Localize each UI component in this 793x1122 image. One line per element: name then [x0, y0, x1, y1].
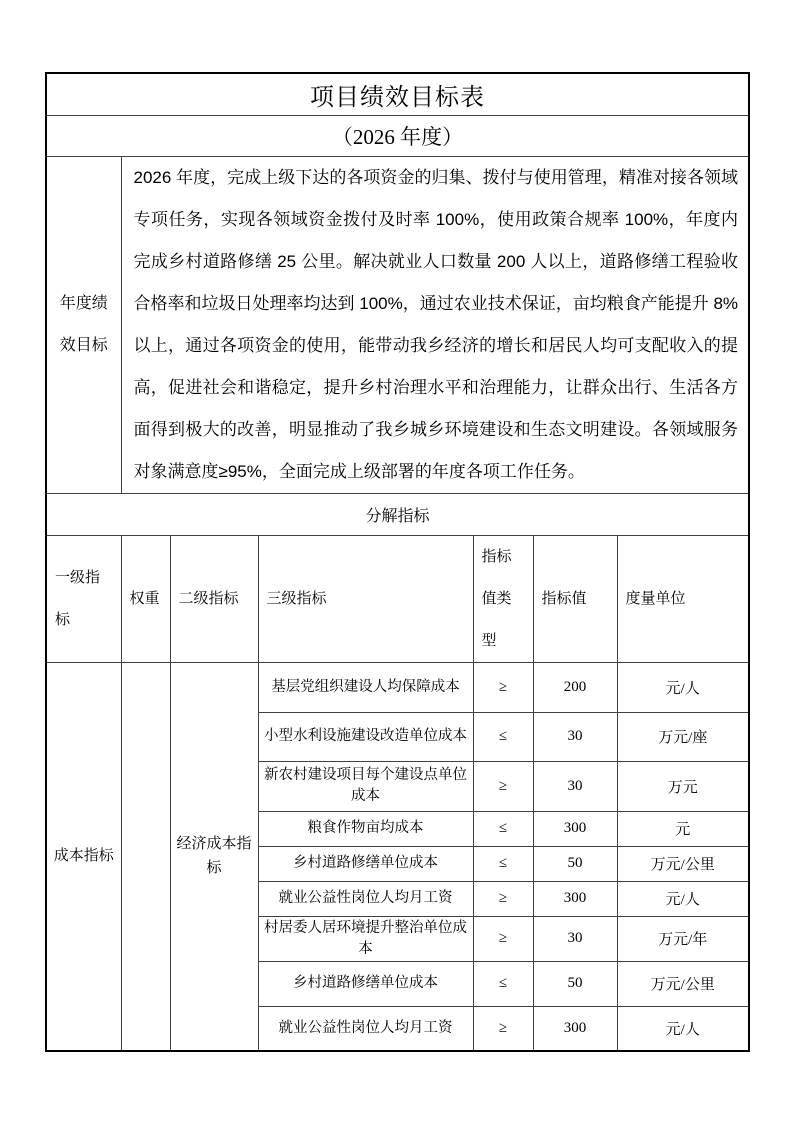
- measure-unit: 万元: [617, 761, 749, 811]
- level3-indicator: 村居委人居环境提升整治单位成本: [258, 916, 473, 961]
- indicator-value: 50: [533, 846, 617, 881]
- annual-goal-row: [46, 156, 749, 493]
- level3-indicator: 基层党组织建设人均保障成本: [258, 662, 473, 712]
- measure-unit: 元/人: [617, 881, 749, 916]
- table-row: [46, 662, 749, 712]
- measure-unit: 万元/公里: [617, 961, 749, 1006]
- value-type: ≥: [473, 1006, 533, 1051]
- level3-indicator: 就业公益性岗位人均月工资: [258, 1006, 473, 1051]
- measure-unit: 万元/座: [617, 712, 749, 761]
- page-title: 项目绩效目标表: [46, 73, 749, 115]
- measure-unit: 元/人: [617, 1006, 749, 1051]
- page-subtitle: （2026 年度）: [46, 115, 749, 156]
- level3-indicator: 新农村建设项目每个建设点单位成本: [258, 761, 473, 811]
- table-header-row: [46, 535, 749, 662]
- value-type: ≤: [473, 811, 533, 846]
- level3-indicator: 粮食作物亩均成本: [258, 811, 473, 846]
- measure-unit: 元: [617, 811, 749, 846]
- annual-goal-text: 2026 年度，完成上级下达的各项资金的归集、拨付与使用管理，精准对接各领域专项任务，实现各领域资金拨付及时率 100%，使用政策合规率 100%，年度内完成乡村道路修缮 25 公里。解决就业人口数量 200 人以上，道路修缮工程验收合格率和垃圾日处理率均达到 100%，通过农业技术保证，亩均粮食产能提升 8%以上，通过各项资金的使用，能带动我乡经济的增长和居民人均可支配收入的提高，促进社会和谐稳定，提升乡村治理水平和治理能力，让群众出行、生活各方面得到极大的改善，明显推动了我乡城乡环境建设和生态文明建设。各领域服务对象满意度≥95%，全面完成上级部署的年度各项工作任务。: [121, 156, 749, 493]
- performance-target-table: [45, 72, 750, 1052]
- value-type: ≤: [473, 712, 533, 761]
- section-title: 分解指标: [46, 493, 749, 535]
- indicator-value: 30: [533, 761, 617, 811]
- measure-unit: 万元/年: [617, 916, 749, 961]
- subtitle-row: [46, 115, 749, 156]
- indicator-value: 300: [533, 1006, 617, 1051]
- indicator-value: 50: [533, 961, 617, 1006]
- level3-indicator: 乡村道路修缮单位成本: [258, 846, 473, 881]
- header-weight: 权重: [121, 535, 170, 662]
- value-type: ≤: [473, 846, 533, 881]
- value-type: ≥: [473, 761, 533, 811]
- value-type: ≥: [473, 662, 533, 712]
- indicator-value: 200: [533, 662, 617, 712]
- measure-unit: 万元/公里: [617, 846, 749, 881]
- header-unit: 度量单位: [617, 535, 749, 662]
- value-type: ≥: [473, 881, 533, 916]
- indicator-value: 300: [533, 811, 617, 846]
- level3-indicator: 就业公益性岗位人均月工资: [258, 881, 473, 916]
- header-value: 指标值: [533, 535, 617, 662]
- header-level3: 三级指标: [258, 535, 473, 662]
- annual-goal-label: 年度绩效目标: [46, 156, 121, 493]
- header-level2: 二级指标: [170, 535, 258, 662]
- section-row: [46, 493, 749, 535]
- level2-indicator-cell: 经济成本指标: [170, 662, 258, 1051]
- indicator-value: 300: [533, 881, 617, 916]
- value-type: ≤: [473, 961, 533, 1006]
- header-value-type: 指标值类型: [473, 535, 533, 662]
- level3-indicator: 乡村道路修缮单位成本: [258, 961, 473, 1006]
- title-row: [46, 73, 749, 115]
- header-level1: 一级指标: [46, 535, 121, 662]
- measure-unit: 元/人: [617, 662, 749, 712]
- value-type: ≥: [473, 916, 533, 961]
- weight-cell: [121, 662, 170, 1051]
- indicator-value: 30: [533, 916, 617, 961]
- level3-indicator: 小型水利设施建设改造单位成本: [258, 712, 473, 761]
- level1-indicator-cell: 成本指标: [46, 662, 121, 1051]
- indicator-value: 30: [533, 712, 617, 761]
